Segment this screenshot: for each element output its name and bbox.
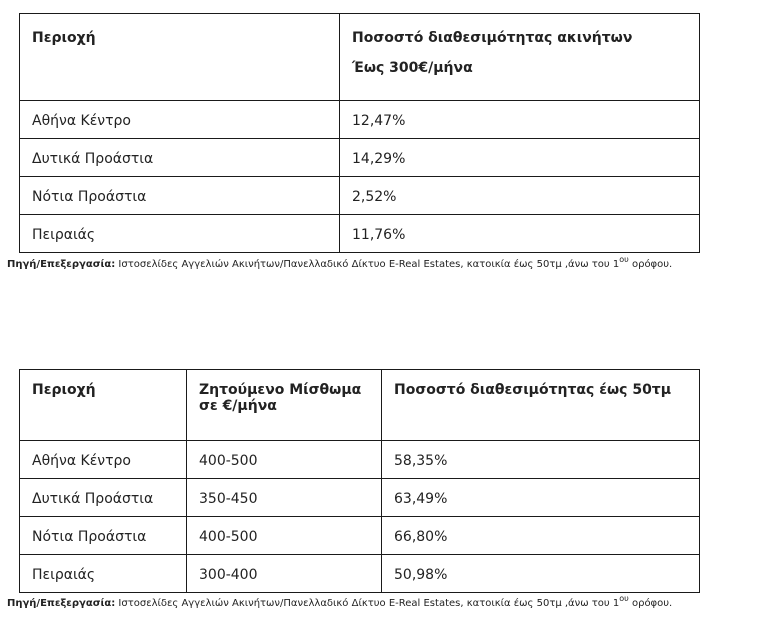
cell-percent: 66,80% — [382, 517, 700, 555]
cell-rent: 300-400 — [187, 555, 382, 593]
table-row — [20, 441, 700, 479]
source-tail: ορόφου. — [628, 259, 673, 270]
source-note — [7, 594, 673, 609]
cell-percent: 50,98% — [382, 555, 700, 593]
header-availability: Ποσοστό διαθεσιμότητας έως 50τμ — [382, 370, 700, 441]
source-tail: ορόφου. — [628, 598, 673, 609]
table-row — [20, 479, 700, 517]
source-text: Ιστοσελίδες Αγγελιών Ακινήτων/Πανελλαδικό Δίκτυο E-Real Estates, κατοικία έως 50τμ ,άνω του 1 — [115, 598, 620, 609]
cell-region: Δυτικά Προάστια — [20, 139, 340, 177]
header-availability — [340, 14, 700, 101]
cell-rent: 400-500 — [187, 517, 382, 555]
cell-percent: 11,76% — [340, 215, 700, 253]
header-rent: Ζητούμενο Μίσθωμα σε €/μήνα — [187, 370, 382, 441]
source-label: Πηγή/Επεξεργασία: — [7, 259, 116, 270]
table-row — [20, 101, 700, 139]
source-text: Ιστοσελίδες Αγγελιών Ακινήτων/Πανελλαδικό Δίκτυο E-Real Estates, κατοικία έως 50τμ ,άνω του 1 — [115, 259, 620, 270]
cell-rent: 400-500 — [187, 441, 382, 479]
table-header-row — [20, 14, 700, 101]
table-row — [20, 177, 700, 215]
table-row — [20, 215, 700, 253]
cell-region: Αθήνα Κέντρο — [20, 441, 187, 479]
table-row — [20, 517, 700, 555]
rent-table — [19, 369, 700, 593]
cell-region: Αθήνα Κέντρο — [20, 101, 340, 139]
cell-percent: 63,49% — [382, 479, 700, 517]
cell-region: Νότια Προάστια — [20, 177, 340, 215]
header-availability-title: Ποσοστό διαθεσιμότητας ακινήτων — [352, 30, 633, 46]
source-label: Πηγή/Επεξεργασία: — [7, 598, 116, 609]
source-superscript: ου — [619, 255, 629, 264]
cell-region: Νότια Προάστια — [20, 517, 187, 555]
table-header-row — [20, 370, 700, 441]
header-region: Περιοχή — [20, 370, 187, 441]
cell-rent: 350-450 — [187, 479, 382, 517]
availability-table — [19, 13, 700, 253]
source-superscript: ου — [619, 594, 629, 603]
cell-percent: 14,29% — [340, 139, 700, 177]
header-availability-sub: Έως 300€/μήνα — [352, 60, 473, 76]
cell-percent: 12,47% — [340, 101, 700, 139]
table-row — [20, 555, 700, 593]
cell-region: Δυτικά Προάστια — [20, 479, 187, 517]
table-row — [20, 139, 700, 177]
cell-region: Πειραιάς — [20, 555, 187, 593]
cell-percent: 2,52% — [340, 177, 700, 215]
header-region: Περιοχή — [20, 14, 340, 101]
cell-percent: 58,35% — [382, 441, 700, 479]
source-note — [7, 255, 673, 270]
cell-region: Πειραιάς — [20, 215, 340, 253]
